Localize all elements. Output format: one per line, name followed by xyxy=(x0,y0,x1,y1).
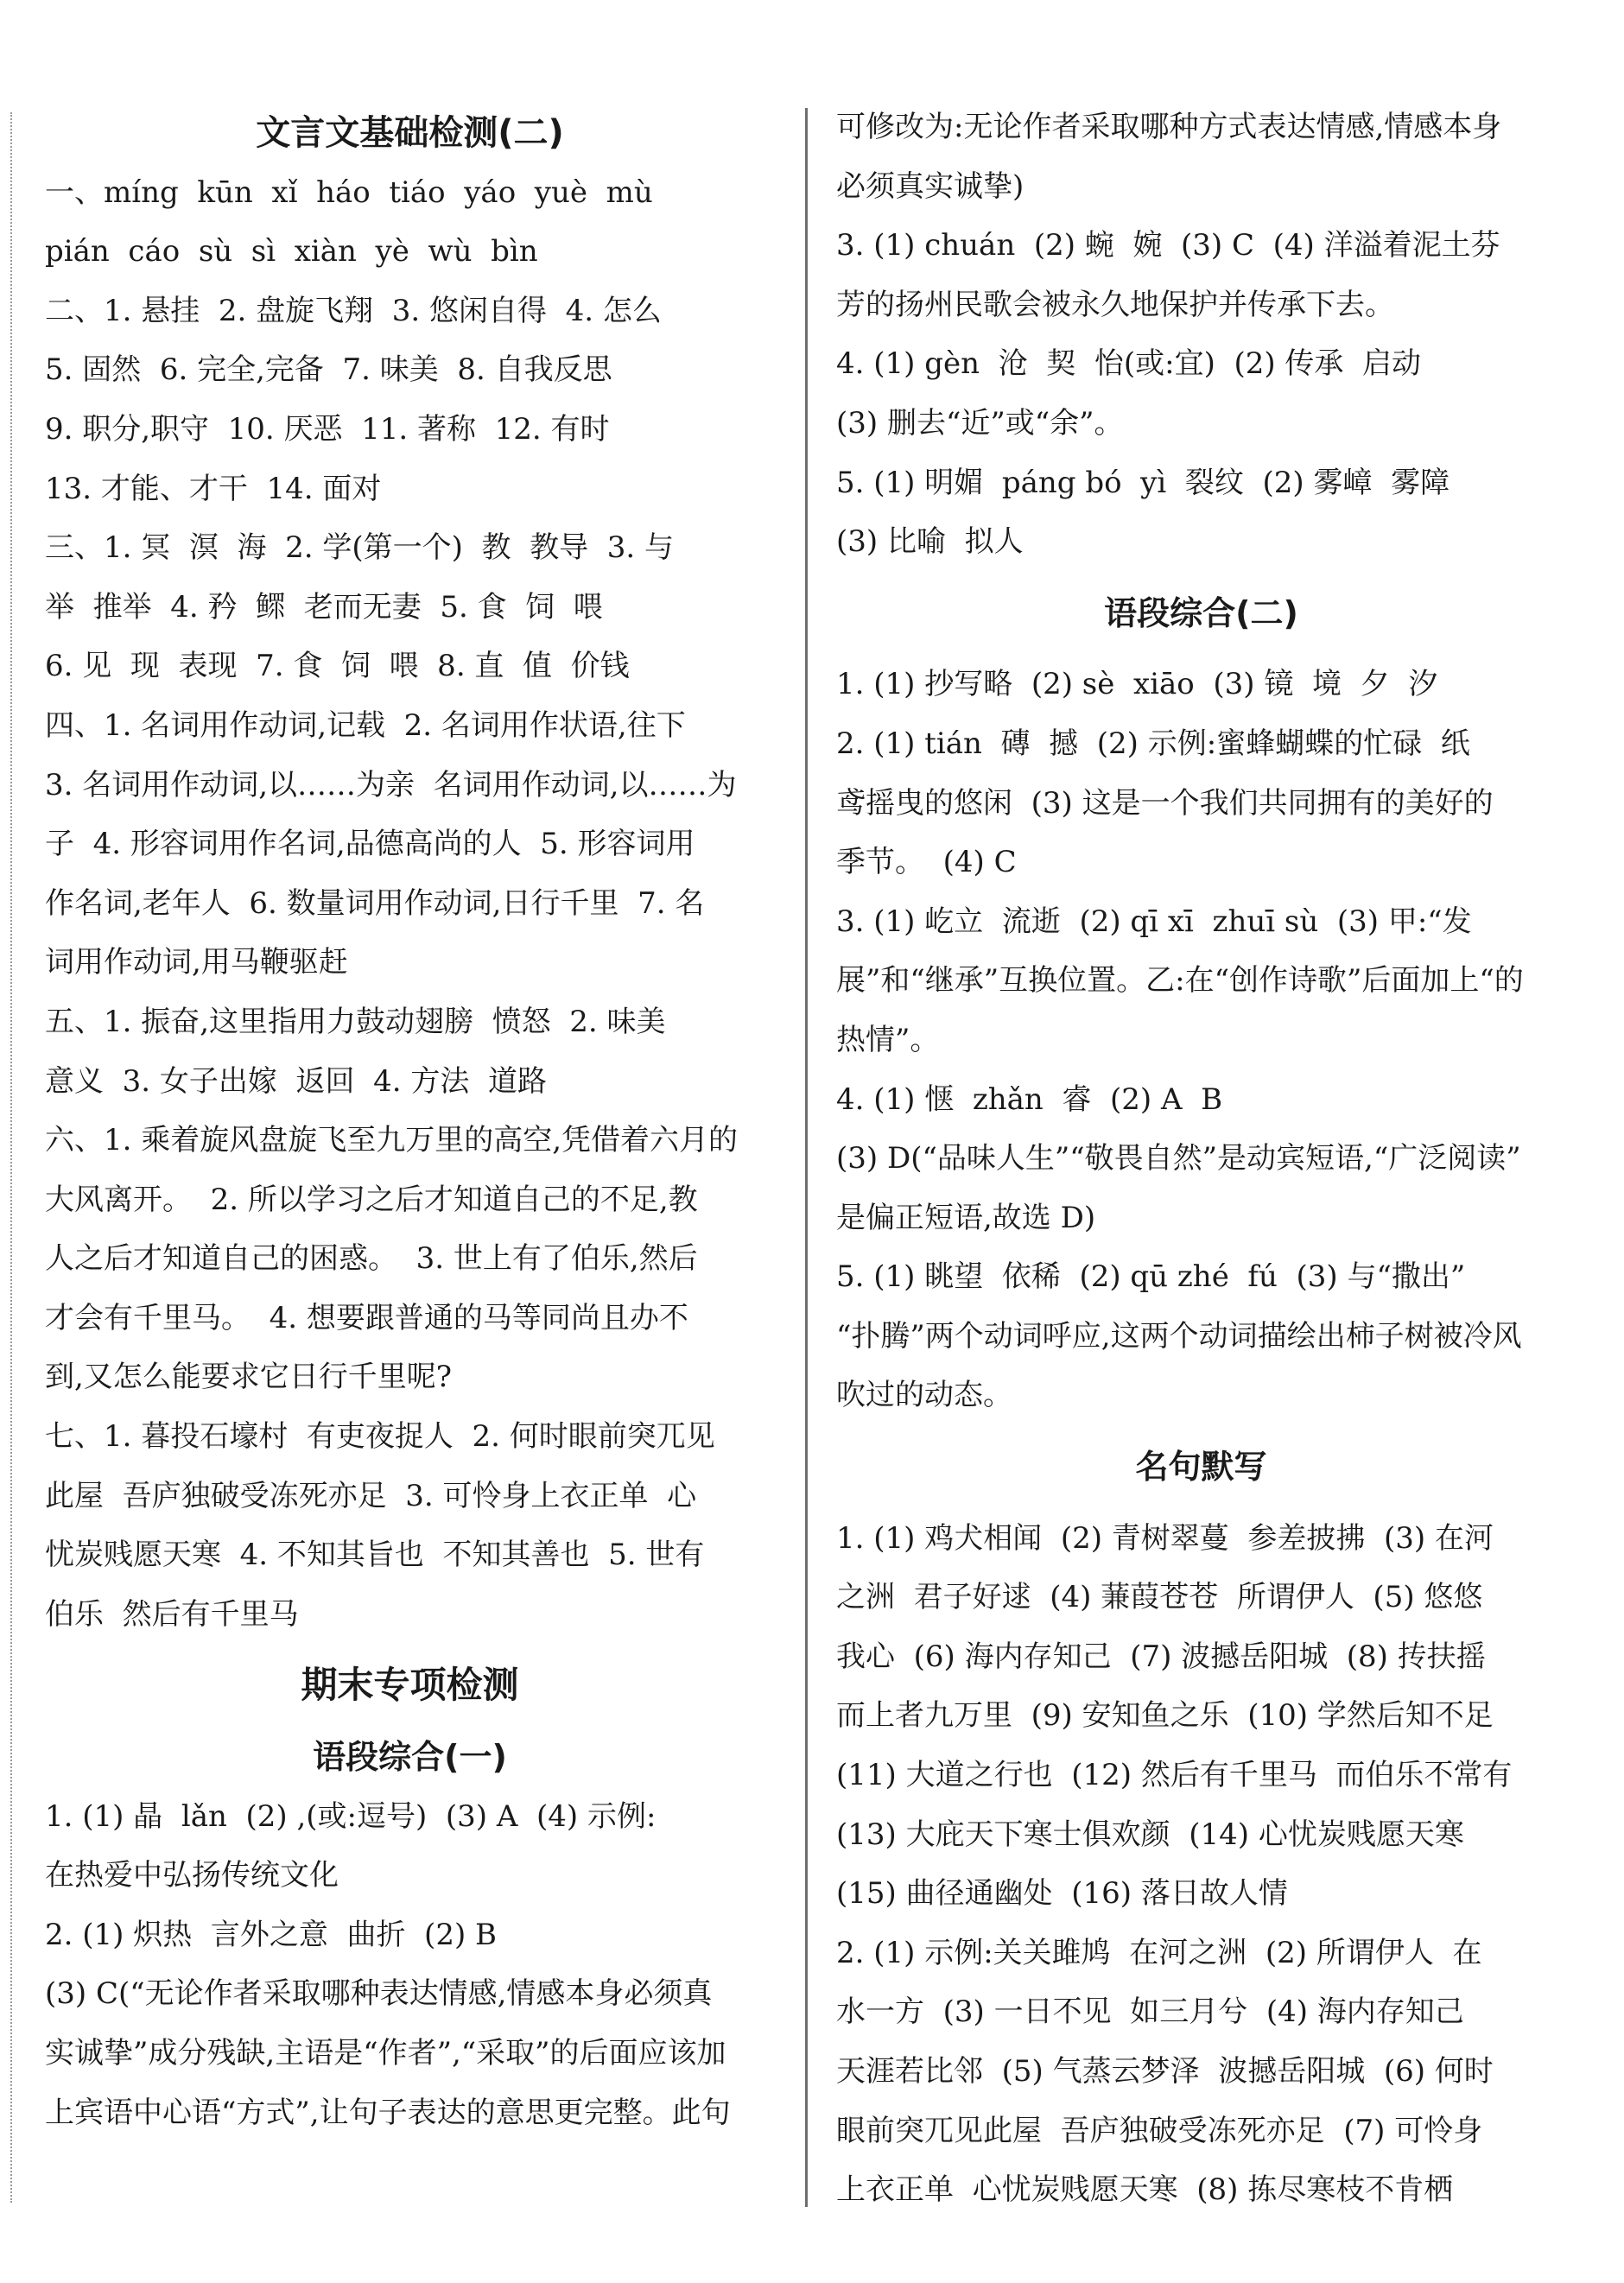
answer-line: 可修改为:无论作者采取哪种方式表达情感,情感本身 xyxy=(836,110,1502,144)
answer-line: 2. (1) 示例:关关雎鸠 在河之洲 (2) 所谓伊人 在 xyxy=(836,1935,1482,1970)
section-title-final-special-test: 期末专项检测 xyxy=(301,1664,519,1707)
answer-line: 四、1. 名词用作动词,记载 2. 名词用作状语,往下 xyxy=(45,707,686,743)
answer-line: “扑腾”两个动词呼应,这两个动词描绘出柿子树被冷风 xyxy=(836,1318,1522,1354)
answer-line: 2. (1) 炽热 言外之意 曲折 (2) B xyxy=(45,1917,498,1952)
binding-margin-dotted-line xyxy=(10,112,12,2203)
answer-line: 9. 职分,职守 10. 厌恶 11. 著称 12. 有时 xyxy=(45,411,610,447)
answer-line: 热情”。 xyxy=(836,1022,940,1057)
answer-line: 而上者九万里 (9) 安知鱼之乐 (10) 学然后知不足 xyxy=(836,1698,1494,1734)
answer-line: pián cáo sù sì xiàn yè wù bìn xyxy=(45,234,538,270)
answer-line: 七、1. 暮投石壕村 有吏夜捉人 2. 何时眼前突兀见 xyxy=(45,1419,715,1455)
answer-line: 必须真实诚挚) xyxy=(836,168,1025,204)
answer-line: 吹过的动态。 xyxy=(836,1378,1012,1413)
answer-line: 1. (1) 鸡犬相闻 (2) 青树翠蔓 参差披拂 (3) 在河 xyxy=(836,1520,1494,1556)
answer-line: 4. (1) 惬 zhǎn 睿 (2) A B xyxy=(836,1081,1223,1117)
section-title-passage-comprehensive-2: 语段综合(二) xyxy=(1104,593,1298,632)
section-body-wenyanwen-test-2 xyxy=(45,163,775,1645)
answer-line: 5. (1) 明媚 páng bó yì 裂纹 (2) 雾嶂 雾障 xyxy=(836,465,1450,500)
answer-line: 1. (1) 抄写略 (2) sè xiāo (3) 镜 境 夕 汐 xyxy=(836,667,1438,702)
right-column xyxy=(836,98,1566,2220)
answer-line: 意义 3. 女子出嫁 返回 4. 方法 道路 xyxy=(45,1063,547,1099)
answer-line: 6. 见 现 表现 7. 食 饲 喂 8. 直 值 价钱 xyxy=(45,649,630,684)
column-divider xyxy=(805,108,808,2207)
answer-line: (3) 删去“近”或“余”。 xyxy=(836,405,1124,441)
answer-line: 芳的扬州民歌会被永久地保护并传承下去。 xyxy=(836,287,1394,322)
section-body-passage-comprehensive-1 xyxy=(45,1787,775,2143)
section-body-passage-comprehensive-2 xyxy=(836,655,1566,1425)
answer-line: 天涯若比邻 (5) 气蒸云梦泽 波撼岳阳城 (6) 何时 xyxy=(836,2054,1494,2089)
answer-line: 2. (1) tián 磚 撼 (2) 示例:蜜蜂蝴蝶的忙碌 纸 xyxy=(836,726,1470,761)
answer-line: 5. (1) 眺望 依稀 (2) qū zhé fú (3) 与“撒出” xyxy=(836,1259,1466,1295)
answer-line: 二、1. 悬挂 2. 盘旋飞翔 3. 悠闲自得 4. 怎么 xyxy=(45,293,662,328)
answer-line: 我心 (6) 海内存知己 (7) 波撼岳阳城 (8) 抟扶摇 xyxy=(836,1639,1486,1674)
answer-line: 1. (1) 晶 lǎn (2) ,(或:逗号) (3) A (4) 示例: xyxy=(45,1798,657,1834)
answer-line: 到,又怎么能要求它日行千里呢? xyxy=(45,1360,453,1395)
answer-line: 鸢摇曳的悠闲 (3) 这是一个我们共同拥有的美好的 xyxy=(836,785,1494,821)
answer-line: 子 4. 形容词用作名词,品德高尚的人 5. 形容词用 xyxy=(45,827,695,862)
answer-line: 忧炭贱愿天寒 4. 不知其旨也 不知其善也 5. 世有 xyxy=(45,1538,705,1573)
answer-line: 作名词,老年人 6. 数量词用作动词,日行千里 7. 名 xyxy=(45,885,705,921)
answer-line: 是偏正短语,故选 D) xyxy=(836,1200,1096,1235)
answer-line: 举 推举 4. 矜 鳏 老而无妻 5. 食 饲 喂 xyxy=(45,589,603,625)
answer-line: 之洲 君子好逑 (4) 蒹葭苍苍 所谓伊人 (5) 悠悠 xyxy=(836,1580,1483,1615)
answer-line: (13) 大庇天下寒士俱欢颜 (14) 心忧炭贱愿天寒 xyxy=(836,1817,1464,1852)
answer-line: 展”和“继承”互换位置。乙:在“创作诗歌”后面加上“的 xyxy=(836,963,1524,999)
section-subtitle-passage-comprehensive-1: 语段综合(一) xyxy=(313,1738,507,1777)
answer-line: 上衣正单 心忧炭贱愿天寒 (8) 拣尽寒枝不肯栖 xyxy=(836,2172,1454,2208)
answer-line: 4. (1) gèn 沧 契 怡(或:宜) (2) 传承 启动 xyxy=(836,346,1422,382)
answer-line: 在热爱中弘扬传统文化 xyxy=(45,1858,339,1893)
answer-line: 眼前突兀见此屋 吾庐独破受冻死亦足 (7) 可怜身 xyxy=(836,2113,1483,2148)
section-title-wenyanwen-test-2: 文言文基础检测(二) xyxy=(256,113,564,153)
answer-line: 人之后才知道自己的困惑。 3. 世上有了伯乐,然后 xyxy=(45,1241,698,1277)
answer-line: 上宾语中心语“方式”,让句子表达的意思更完整。此句 xyxy=(45,2095,731,2130)
answer-line: 实诚挚”成分残缺,主语是“作者”,“采取”的后面应该加 xyxy=(45,2036,726,2071)
answer-line: 六、1. 乘着旋风盘旋飞至九万里的高空,凭借着六月的 xyxy=(45,1123,739,1158)
continued-answers xyxy=(836,98,1566,572)
answer-line: 词用作动词,用马鞭驱赶 xyxy=(45,945,348,980)
answer-line: 伯乐 然后有千里马 xyxy=(45,1596,299,1632)
answer-line: 一、míng kūn xǐ háo tiáo yáo yuè mù xyxy=(45,174,653,210)
answer-line: 五、1. 振奋,这里指用力鼓动翅膀 愤怒 2. 味美 xyxy=(45,1004,666,1039)
section-title-famous-quotes-dictation: 名句默写 xyxy=(1135,1448,1267,1487)
answer-line: 3. (1) 屹立 流逝 (2) qī xī zhuī sù (3) 甲:“发 xyxy=(836,904,1472,939)
left-column xyxy=(45,104,775,2142)
answer-line: 水一方 (3) 一日不见 如三月兮 (4) 海内存知己 xyxy=(836,1994,1464,2030)
answer-line: 3. (1) chuán (2) 蜿 婉 (3) C (4) 洋溢着泥土芬 xyxy=(836,228,1500,263)
answer-line: (3) 比喻 拟人 xyxy=(836,524,1024,560)
answer-line: (15) 曲径通幽处 (16) 落日故人情 xyxy=(836,1876,1288,1912)
answer-line: (11) 大道之行也 (12) 然后有千里马 而伯乐不常有 xyxy=(836,1758,1513,1793)
section-body-famous-quotes-dictation xyxy=(836,1509,1566,2220)
answer-line: 此屋 吾庐独破受冻死亦足 3. 可怜身上衣正单 心 xyxy=(45,1478,697,1513)
answer-line: 季节。 (4) C xyxy=(836,845,1017,880)
answer-line: 13. 才能、才干 14. 面对 xyxy=(45,471,382,506)
answer-line: 5. 固然 6. 完全,完备 7. 味美 8. 自我反思 xyxy=(45,352,612,388)
answer-line: 大风离开。 2. 所以学习之后才知道自己的不足,教 xyxy=(45,1182,698,1217)
answer-line: 三、1. 冥 溟 海 2. 学(第一个) 教 教导 3. 与 xyxy=(45,530,674,566)
answer-line: (3) C(“无论作者采取哪种表达情感,情感本身必须真 xyxy=(45,1976,713,2012)
answer-line: 才会有千里马。 4. 想要跟普通的马等同尚且办不 xyxy=(45,1300,688,1335)
answer-line: (3) D(“品味人生”“敬畏自然”是动宾短语,“广泛阅读” xyxy=(836,1141,1521,1176)
answer-line: 3. 名词用作动词,以……为亲 名词用作动词,以……为 xyxy=(45,767,737,802)
